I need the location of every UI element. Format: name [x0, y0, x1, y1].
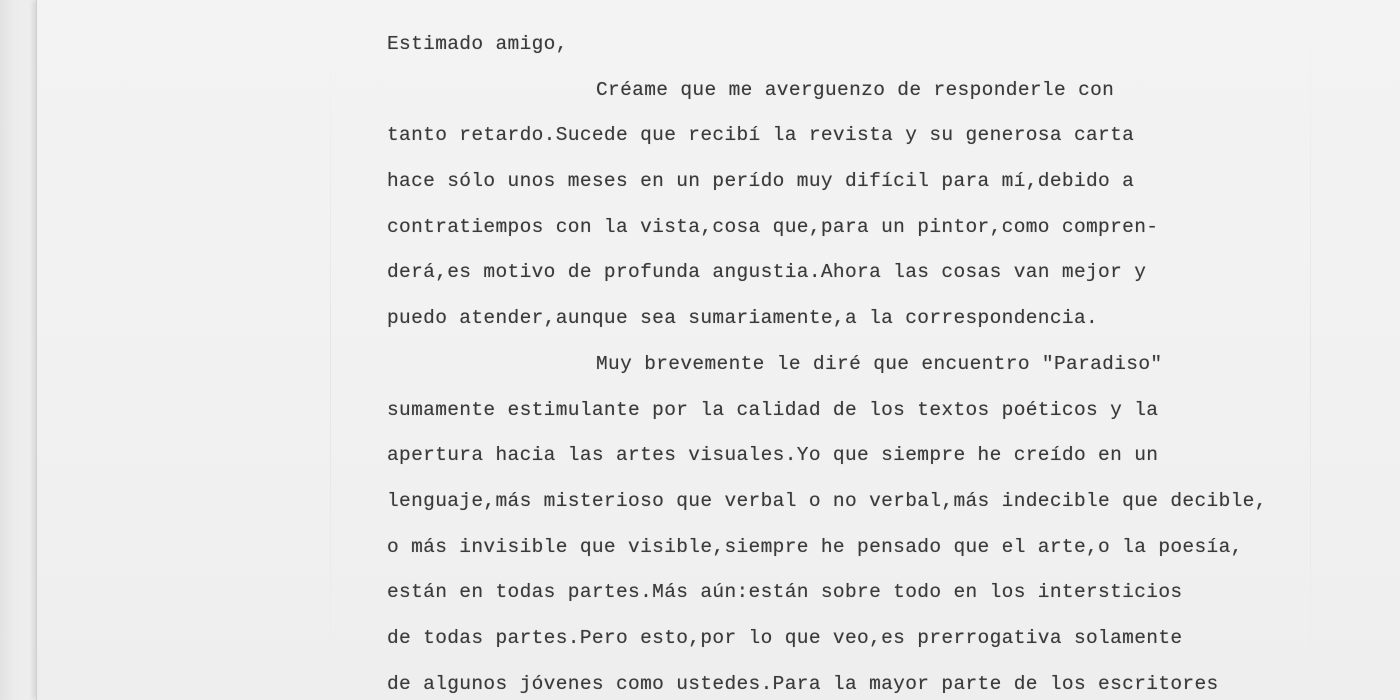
- text-line: están en todas partes.Más aún:están sobre todo en los intersticios: [387, 581, 1183, 604]
- text-line: hace sólo unos meses en un perído muy difícil para mí,debido a: [387, 170, 1135, 193]
- text-line: derá,es motivo de profunda angustia.Ahora las cosas van mejor y: [387, 261, 1147, 284]
- text-line: contratiempos con la vista,cosa que,para un pintor,como compren-: [387, 215, 1159, 238]
- text-line: o más invisible que visible,siempre he pensado que el arte,o la poesía,: [387, 535, 1243, 558]
- text-line: de algunos jóvenes como ustedes.Para la mayor parte de los escritores: [387, 672, 1219, 695]
- text-line: Créame que me averguenzo de responderle con: [596, 78, 1115, 101]
- text-line: Muy brevemente le diré que encuentro "Paradiso": [596, 352, 1163, 375]
- text-line: tanto retardo.Sucede que recibí la revista y su generosa carta: [387, 124, 1135, 147]
- text-line: puedo atender,aunque sea sumariamente,a la correspondencia.: [387, 307, 1099, 330]
- text-line: de todas partes.Pero esto,por lo que veo,es prerrogativa solamente: [387, 626, 1183, 649]
- text-line: lenguaje,más misterioso que verbal o no verbal,más indecible que decible,: [387, 489, 1267, 512]
- page-edge: [36, 0, 37, 700]
- paper-crease: [330, 0, 331, 700]
- salutation: Estimado amigo,: [387, 33, 568, 55]
- text-line: sumamente estimulante por la calidad de los textos poéticos y la: [387, 398, 1159, 421]
- typewritten-text: [387, 22, 1357, 700]
- text-line: apertura hacia las artes visuales.Yo que siempre he creído en un: [387, 444, 1159, 467]
